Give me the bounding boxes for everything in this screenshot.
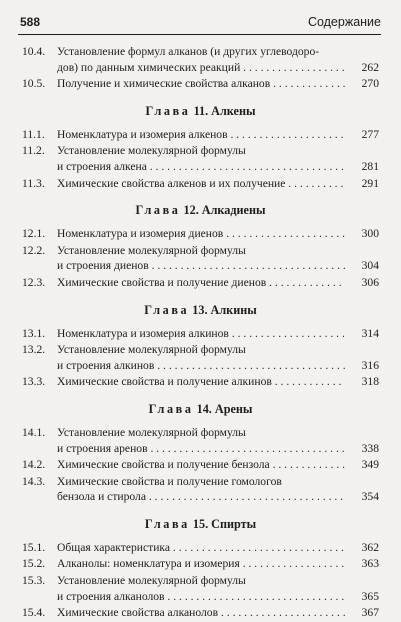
entry-title-line [57, 60, 345, 76]
chapter-title: Алкины [210, 302, 257, 317]
entry-page-number: 349 [361, 458, 379, 472]
entry-title-text: Получение и химические свойства алканов [57, 77, 271, 91]
entry-title-text: Установление молекулярной формулы [57, 343, 246, 357]
entry-page-number: 304 [361, 259, 379, 273]
entry-number: 13.3. [22, 375, 46, 389]
entry-title-line [57, 275, 345, 291]
entry-page-number: 363 [361, 557, 379, 571]
toc-entry [22, 76, 379, 92]
entry-page-number: 316 [361, 358, 379, 372]
entry-number: 10.4. [22, 45, 46, 58]
chapter-label: Глава [145, 103, 191, 118]
entry-title-line [57, 127, 345, 143]
chapter-title: Алкены [211, 103, 256, 118]
entry-page-number: 338 [361, 441, 379, 455]
entry-number: 15.4. [22, 606, 46, 620]
entry-number: 11.1. [22, 127, 45, 141]
entry-number: 11.3. [22, 176, 45, 190]
entry-title-text: Установление молекулярной формулы [57, 243, 246, 257]
entry-title-line [57, 589, 345, 605]
entry-title-text: Установление молекулярной формулы [57, 425, 246, 439]
entry-number: 10.5. [22, 77, 46, 91]
chapter-heading [22, 402, 379, 417]
toc-entry [22, 540, 379, 556]
entry-title-line [57, 76, 345, 92]
entry-page-number: 270 [361, 77, 379, 91]
chapter-title: Спирты [211, 516, 257, 531]
chapter-number: 15. [192, 516, 209, 531]
entry-title-line [57, 573, 345, 589]
chapter-label: Глава [148, 401, 194, 416]
entry-number: 11.2. [22, 144, 45, 158]
toc-entry [22, 556, 379, 572]
toc-entry [22, 374, 379, 390]
entry-page-number: 277 [361, 127, 379, 141]
toc-entry [22, 474, 379, 505]
running-header [18, 12, 381, 35]
toc-entry [22, 457, 379, 473]
chapter-label: Глава [144, 516, 190, 531]
entry-title-line [57, 176, 345, 192]
entry-title-text: дов) по данным химических реакций [57, 60, 241, 74]
chapter-heading [22, 303, 379, 318]
entry-title-text: Установление молекулярной формулы [57, 144, 246, 158]
toc-entry [22, 243, 379, 274]
entry-number: 12.3. [22, 275, 46, 289]
entry-page-number: 367 [361, 606, 379, 620]
toc-entry [22, 605, 379, 621]
entry-title-text: и строения аренов [57, 441, 148, 455]
entry-title-text: Химические свойства и получение диенов [57, 275, 267, 289]
entry-title-text: Химические свойства и получение бензола [57, 458, 270, 472]
entry-page-number: 291 [361, 176, 379, 190]
entry-title-line [57, 44, 345, 60]
entry-number: 12.1. [22, 227, 46, 241]
chapter-title: Арены [214, 401, 253, 416]
toc-entry [22, 573, 379, 604]
entry-title-line [57, 159, 345, 175]
toc-entry [22, 44, 379, 75]
entry-title-text: Общая характеристика [57, 540, 171, 554]
chapter-label: Глава [144, 302, 190, 317]
chapter-heading [22, 203, 379, 218]
entry-title-line [57, 342, 345, 358]
entry-page-number: 362 [361, 540, 379, 554]
entry-title-line [57, 358, 345, 374]
entry-page-number: 306 [361, 275, 379, 289]
toc-entry [22, 176, 379, 192]
chapter-number: 13. [192, 302, 208, 317]
entry-title-text: и строения алкинов [57, 358, 155, 372]
entry-page-number: 300 [361, 227, 379, 241]
entry-number: 15.1. [22, 540, 46, 554]
entry-number: 15.2. [22, 557, 46, 571]
entry-page-number: 318 [361, 375, 379, 389]
toc-entry [22, 127, 379, 143]
entry-number: 14.2. [22, 458, 46, 472]
entry-title-line [57, 243, 345, 259]
entry-title-text: Химические свойства и получение гомологов [57, 474, 282, 488]
entry-title-text: Установление формул алканов (и других углеводоро- [57, 45, 320, 58]
chapter-heading [22, 517, 379, 532]
chapter-number: 11. [193, 103, 209, 118]
entry-number: 12.2. [22, 243, 46, 257]
entry-title-text: бензола и стирола [57, 490, 146, 504]
entry-number: 15.3. [22, 574, 46, 588]
entry-title-text: и строения алканолов [57, 589, 165, 603]
chapter-label: Глава [135, 203, 181, 218]
table-of-contents [22, 44, 379, 622]
entry-number: 13.1. [22, 326, 46, 340]
entry-title-text: и строения алкена [57, 159, 147, 173]
toc-entry [22, 143, 379, 174]
chapter-number: 12. [183, 203, 199, 218]
entry-title-text: Номенклатура и изомерия диенов [57, 227, 224, 241]
entry-title-line [57, 457, 345, 473]
entry-title-text: Химические свойства алкенов и их получение [57, 176, 286, 190]
entry-title-text: Химические свойства алканолов [57, 606, 219, 620]
chapter-heading [22, 104, 379, 119]
entry-title-line [57, 474, 345, 490]
entry-title-text: Номенклатура и изомерия алкенов [57, 127, 228, 141]
entry-title-line [57, 441, 345, 457]
toc-entry [22, 275, 379, 291]
toc-entry [22, 425, 379, 456]
entry-page-number: 281 [361, 159, 379, 173]
entry-page-number: 262 [361, 60, 379, 74]
entry-number: 14.1. [22, 425, 46, 439]
entry-number: 14.3. [22, 474, 46, 488]
entry-title-text: и строения диенов [57, 259, 149, 273]
entry-page-number: 354 [361, 490, 379, 504]
toc-entry [22, 326, 379, 342]
entry-title-line [57, 374, 345, 390]
entry-title-line [57, 326, 345, 342]
chapter-title: Алкадиены [201, 203, 266, 218]
toc-entry [22, 226, 379, 242]
entry-title-line [57, 605, 345, 621]
entry-title-line [57, 143, 345, 159]
entry-title-line [57, 258, 345, 274]
entry-title-line [57, 425, 345, 441]
entry-title-line [57, 489, 345, 505]
chapter-number: 14. [196, 401, 212, 416]
entry-page-number: 365 [361, 589, 379, 603]
entry-title-text: Алканолы: номенклатура и изомерия [57, 557, 240, 571]
entry-title-text: Номенклатура и изомерия алкинов [57, 326, 229, 340]
entry-number: 13.2. [22, 343, 46, 357]
running-title: Содержание [307, 15, 381, 29]
entry-title-line [57, 226, 345, 242]
entry-title-line [57, 556, 345, 572]
page-number: 588 [20, 15, 41, 29]
entry-title-line [57, 540, 345, 556]
entry-title-text: Установление молекулярной формулы [57, 574, 246, 588]
entry-title-text: Химические свойства и получение алкинов [57, 375, 272, 389]
toc-entry [22, 342, 379, 373]
entry-page-number: 314 [361, 326, 379, 340]
